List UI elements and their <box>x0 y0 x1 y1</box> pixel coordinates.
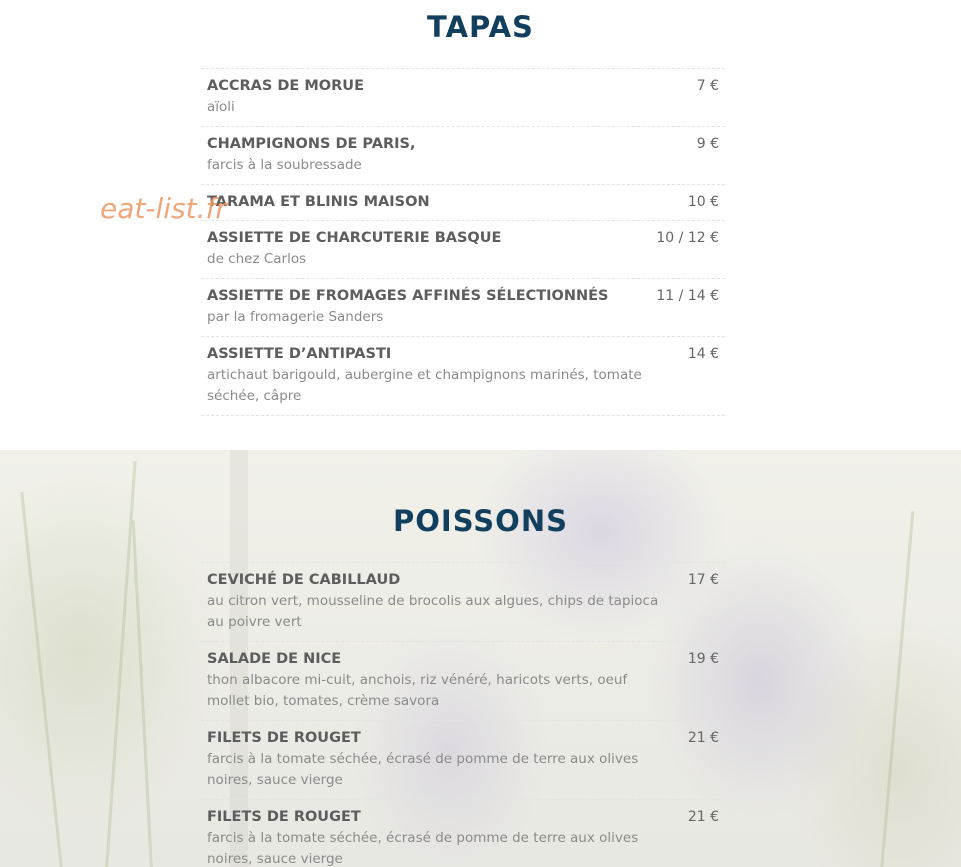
item-name: SALADE DE NICE <box>207 651 342 667</box>
menu-item <box>201 69 725 127</box>
item-price: 10 / 12 € <box>656 230 719 246</box>
item-description: aïoli <box>207 99 235 115</box>
item-description: par la fromagerie Sanders <box>207 309 384 325</box>
item-price: 14 € <box>687 346 719 362</box>
item-description: farcis à la soubressade <box>207 157 362 173</box>
menu-item <box>201 185 725 221</box>
background-plant-stem <box>880 511 914 867</box>
tapas-menu-list <box>201 68 725 416</box>
menu-item <box>201 563 725 642</box>
background-plant-stem <box>20 492 63 867</box>
item-description: thon albacore mi-cuit, anchois, riz vénéré, haricots verts, oeuf mollet bio, tomates, crème savora <box>207 672 628 709</box>
item-name: ACCRAS DE MORUE <box>207 78 364 94</box>
poissons-title: POISSONS <box>393 504 568 538</box>
item-name: ASSIETTE DE CHARCUTERIE BASQUE <box>207 230 502 246</box>
item-name: CEVICHÉ DE CABILLAUD <box>207 572 401 588</box>
item-name: ASSIETTE DE FROMAGES AFFINÉS SÉLECTIONNÉS <box>207 288 609 304</box>
item-price: 9 € <box>696 136 719 152</box>
tapas-title: TAPAS <box>427 10 534 44</box>
background-plant-stem <box>132 520 153 867</box>
menu-item <box>201 279 725 337</box>
item-price: 17 € <box>687 572 719 588</box>
item-price: 10 € <box>687 194 719 210</box>
item-price: 19 € <box>687 651 719 667</box>
item-name: CHAMPIGNONS DE PARIS, <box>207 136 416 152</box>
item-name: FILETS DE ROUGET <box>207 809 361 825</box>
poissons-menu-list <box>201 562 725 867</box>
item-description: au citron vert, mousseline de brocolis aux algues, chips de tapioca au poivre vert <box>207 593 659 630</box>
poissons-section <box>0 450 961 867</box>
item-price: 11 / 14 € <box>656 288 719 304</box>
menu-item <box>201 642 725 721</box>
item-price: 7 € <box>696 78 719 94</box>
item-price: 21 € <box>687 809 719 825</box>
item-name: FILETS DE ROUGET <box>207 730 361 746</box>
item-description: farcis à la tomate séchée, écrasé de pomme de terre aux olives noires, sauce vierge <box>207 751 639 788</box>
item-description: artichaut barigould, aubergine et champignons marinés, tomate séchée, câpre <box>207 367 642 404</box>
menu-item <box>201 337 725 416</box>
item-name: ASSIETTE D’ANTIPASTI <box>207 346 392 362</box>
item-description: de chez Carlos <box>207 251 307 267</box>
menu-item <box>201 800 725 867</box>
item-name: TARAMA ET BLINIS MAISON <box>207 194 430 210</box>
item-description: farcis à la tomate séchée, écrasé de pomme de terre aux olives noires, sauce vierge <box>207 830 639 867</box>
menu-item <box>201 221 725 279</box>
menu-item <box>201 127 725 185</box>
item-price: 21 € <box>687 730 719 746</box>
menu-item <box>201 721 725 800</box>
watermark: eat-list.fr <box>100 192 227 225</box>
